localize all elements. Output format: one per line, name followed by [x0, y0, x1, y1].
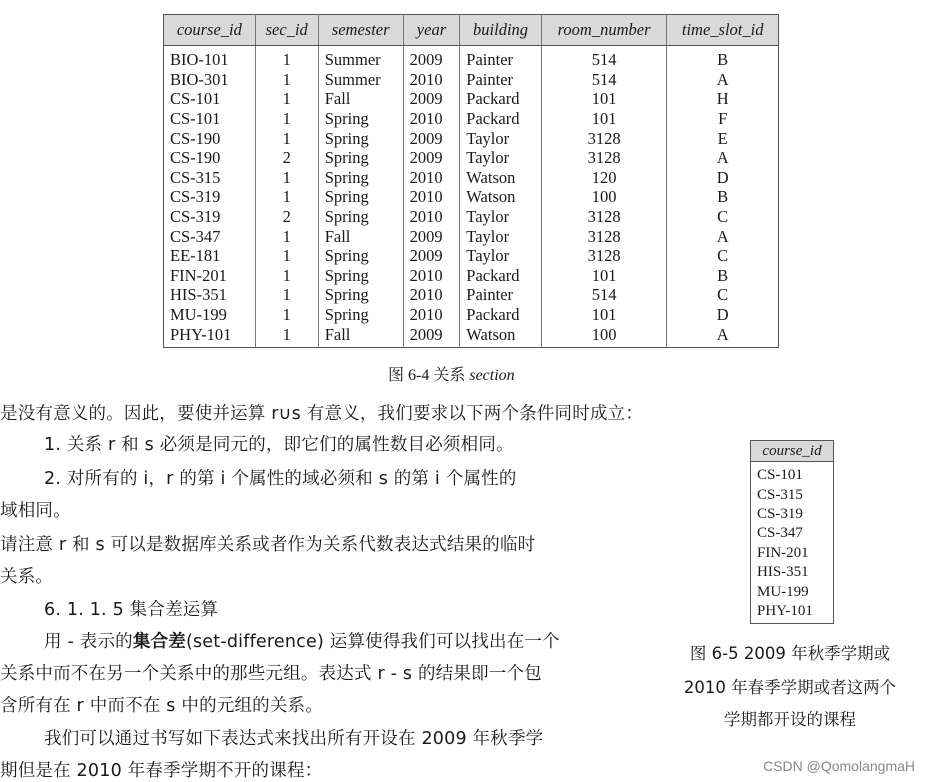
table-cell: A — [716, 69, 729, 89]
table-row — [164, 89, 779, 109]
table-cell: Spring — [318, 128, 403, 148]
table-cell: 2009 — [403, 226, 460, 246]
table-cell: 3128 — [541, 226, 667, 246]
table-cell: 2009 — [403, 89, 460, 109]
table-cell: F — [718, 109, 728, 129]
text-line: 是没有意义的。因此，要使并运算 r∪s 有意义，我们要求以下两个条件同时成立： — [0, 404, 644, 424]
table-cell: 1 — [255, 285, 318, 305]
table-row — [751, 462, 834, 486]
table-cell: 1 — [255, 226, 318, 246]
table-cell: PHY-101 — [164, 324, 256, 347]
table-row — [164, 285, 779, 305]
column-header: course_id — [751, 441, 834, 462]
table-cell: BIO-301 — [164, 70, 256, 90]
table-row — [164, 226, 779, 246]
table-cell: Packard — [460, 266, 542, 286]
table-cell: Spring — [318, 187, 403, 207]
table-cell: BIO-101 — [164, 46, 256, 70]
table-cell: HIS-351 — [164, 285, 256, 305]
table-cell: 3128 — [541, 128, 667, 148]
section-relation-table — [163, 14, 779, 348]
table-cell: Painter — [460, 70, 542, 90]
column-header: room_number — [541, 15, 667, 46]
table-cell: 120 — [541, 168, 667, 188]
table-cell: B — [717, 50, 729, 70]
table-cell: Spring — [318, 266, 403, 286]
table-cell: Spring — [318, 109, 403, 129]
caption-relation-name: section — [469, 367, 515, 384]
table-cell: CS-190 — [164, 128, 256, 148]
text-line: 请注意 r 和 s 可以是数据库关系或者作为关系代数表达式结果的临时 — [0, 535, 536, 555]
table-row — [751, 524, 834, 543]
table-cell: Spring — [318, 305, 403, 325]
table-cell: D — [716, 167, 729, 187]
table-cell: 1 — [255, 128, 318, 148]
table-cell: CS-190 — [164, 148, 256, 168]
table-row — [751, 544, 834, 563]
text-line: 域相同。 — [0, 501, 71, 521]
table-cell: 100 — [541, 187, 667, 207]
table-cell: 1 — [255, 266, 318, 286]
table-cell: Fall — [318, 226, 403, 246]
table-cell: CS-101 — [164, 109, 256, 129]
table-cell: 1 — [255, 89, 318, 109]
text-line: 含所有在 r 中而不在 s 中的元组的关系。 — [0, 696, 323, 716]
table-cell: Painter — [460, 285, 542, 305]
column-header: building — [460, 15, 542, 46]
table-cell: Fall — [318, 89, 403, 109]
figure-6-5-caption-line: 2010 年春季学期或者这两个 — [683, 678, 897, 697]
text-fragment: (set-difference) 运算使得我们可以找出在一个 — [185, 632, 560, 652]
table-cell: 1 — [255, 305, 318, 325]
table-cell: FIN-201 — [164, 266, 256, 286]
table-row — [751, 602, 834, 624]
table-cell: 2010 — [403, 305, 460, 325]
column-header: semester — [318, 15, 403, 46]
table-cell: C — [717, 285, 729, 305]
table-header-row — [164, 15, 779, 46]
text-line — [44, 628, 560, 653]
table-cell: H — [716, 89, 729, 109]
table-cell: 1 — [255, 324, 318, 347]
table-cell: Spring — [318, 285, 403, 305]
table-cell: Spring — [318, 207, 403, 227]
text-line: 关系中而不在另一个关系中的那些元组。表达式 r - s 的结果即一个包 — [0, 664, 542, 684]
table-cell: CS-101 — [757, 467, 803, 484]
table-cell: Spring — [318, 246, 403, 266]
table-cell: Watson — [460, 324, 542, 347]
table-cell: HIS-351 — [757, 564, 809, 581]
caption-prefix: 图 6-4 关系 — [388, 367, 470, 384]
table-row — [164, 246, 779, 266]
table-cell: 1 — [255, 109, 318, 129]
table-cell: Spring — [318, 148, 403, 168]
table-row — [751, 582, 834, 601]
table-cell: 2009 — [403, 46, 460, 70]
figure-6-5-caption-line: 学期都开设的课程 — [724, 710, 856, 729]
table-cell: 1 — [255, 70, 318, 90]
table-cell: 3128 — [541, 148, 667, 168]
table-cell: CS-347 — [164, 226, 256, 246]
table-row — [164, 266, 779, 286]
table-row — [164, 187, 779, 207]
text-line: 期但是在 2010 年春季学期不开的课程： — [0, 761, 323, 781]
table-cell: EE-181 — [164, 246, 256, 266]
table-cell: Watson — [460, 168, 542, 188]
table-cell: 2 — [255, 148, 318, 168]
table-cell: 2010 — [403, 70, 460, 90]
table-cell: A — [716, 148, 729, 168]
table-cell: 101 — [541, 89, 667, 109]
table-cell: 2010 — [403, 266, 460, 286]
table-cell: 2010 — [403, 187, 460, 207]
table-cell: CS-101 — [164, 89, 256, 109]
table-cell: CS-315 — [164, 168, 256, 188]
table-cell: Spring — [318, 168, 403, 188]
table-cell: 2009 — [403, 128, 460, 148]
table-cell: 3128 — [541, 207, 667, 227]
table-cell: CS-315 — [757, 486, 803, 503]
table-cell: 514 — [541, 70, 667, 90]
table-cell: C — [717, 207, 729, 227]
text-line: 1. 关系 r 和 s 必须是同元的，即它们的属性数目必须相同。 — [44, 435, 514, 455]
table-cell: D — [716, 305, 729, 325]
table-cell: FIN-201 — [757, 544, 809, 561]
table-row — [164, 207, 779, 227]
table-row — [751, 505, 834, 524]
table-cell: 100 — [541, 324, 667, 347]
table-cell: Watson — [460, 187, 542, 207]
term-set-difference: 集合差 — [132, 632, 186, 652]
table-row — [164, 148, 779, 168]
table-cell: 2010 — [403, 285, 460, 305]
table-cell: 2010 — [403, 109, 460, 129]
table-cell: Taylor — [460, 246, 542, 266]
table-cell: A — [716, 226, 729, 246]
text-line: 关系。 — [0, 567, 54, 587]
text-line: 2. 对所有的 i，r 的第 i 个属性的域必须和 s 的第 i 个属性的 — [44, 469, 517, 489]
table-cell: A — [716, 324, 729, 344]
column-header: time_slot_id — [667, 15, 779, 46]
table-cell: C — [717, 246, 729, 266]
table-row — [164, 46, 779, 70]
table-cell: Summer — [318, 70, 403, 90]
table-cell: Taylor — [460, 226, 542, 246]
table-cell: CS-319 — [164, 187, 256, 207]
table-row — [751, 485, 834, 504]
table-row — [164, 324, 779, 347]
table-cell: CS-347 — [757, 525, 803, 542]
column-header: course_id — [164, 15, 256, 46]
table-cell: Painter — [460, 46, 542, 70]
table-cell: Summer — [318, 46, 403, 70]
table-row — [164, 128, 779, 148]
section-heading: 6. 1. 1. 5 集合差运算 — [44, 600, 219, 620]
table-row — [164, 109, 779, 129]
table-cell: 1 — [255, 187, 318, 207]
table-cell: Packard — [460, 109, 542, 129]
table-cell: CS-319 — [164, 207, 256, 227]
table-cell: Packard — [460, 89, 542, 109]
table-cell: Taylor — [460, 128, 542, 148]
table-cell: 2010 — [403, 168, 460, 188]
table-cell: Taylor — [460, 207, 542, 227]
table-cell: Taylor — [460, 148, 542, 168]
table-cell: 2009 — [403, 324, 460, 347]
watermark: CSDN @QomolangmaH — [763, 758, 915, 774]
table-cell: MU-199 — [164, 305, 256, 325]
table-cell: Packard — [460, 305, 542, 325]
table-cell: B — [717, 187, 729, 207]
table-cell: 1 — [255, 168, 318, 188]
text-fragment: 用 - 表示的 — [44, 632, 133, 652]
table-cell: 2009 — [403, 246, 460, 266]
table-cell: 101 — [541, 266, 667, 286]
table-row — [164, 305, 779, 325]
column-header: sec_id — [255, 15, 318, 46]
figure-6-5-caption-line: 图 6-5 2009 年秋季学期或 — [689, 644, 891, 663]
table-cell: E — [717, 128, 728, 148]
table-cell: 1 — [255, 246, 318, 266]
table-cell: 2009 — [403, 148, 460, 168]
course-id-result-table — [750, 440, 834, 624]
table-cell: Fall — [318, 324, 403, 347]
table-cell: 1 — [255, 46, 318, 70]
text-line: 我们可以通过书写如下表达式来找出所有开设在 2009 年秋季学 — [44, 729, 544, 749]
table-row — [164, 70, 779, 90]
table-cell: 3128 — [541, 246, 667, 266]
table-cell: CS-319 — [757, 505, 803, 522]
table-cell: 101 — [541, 305, 667, 325]
table-cell: 514 — [541, 46, 667, 70]
figure-6-4-caption — [388, 362, 515, 385]
table-row — [164, 168, 779, 188]
table-cell: 2010 — [403, 207, 460, 227]
table-cell: 101 — [541, 109, 667, 129]
table-cell: 2 — [255, 207, 318, 227]
table-row — [751, 563, 834, 582]
table-cell: 514 — [541, 285, 667, 305]
column-header: year — [403, 15, 460, 46]
table-header-row — [751, 441, 834, 462]
table-cell: MU-199 — [757, 583, 809, 600]
table-cell: PHY-101 — [757, 602, 813, 619]
table-cell: B — [717, 265, 729, 285]
